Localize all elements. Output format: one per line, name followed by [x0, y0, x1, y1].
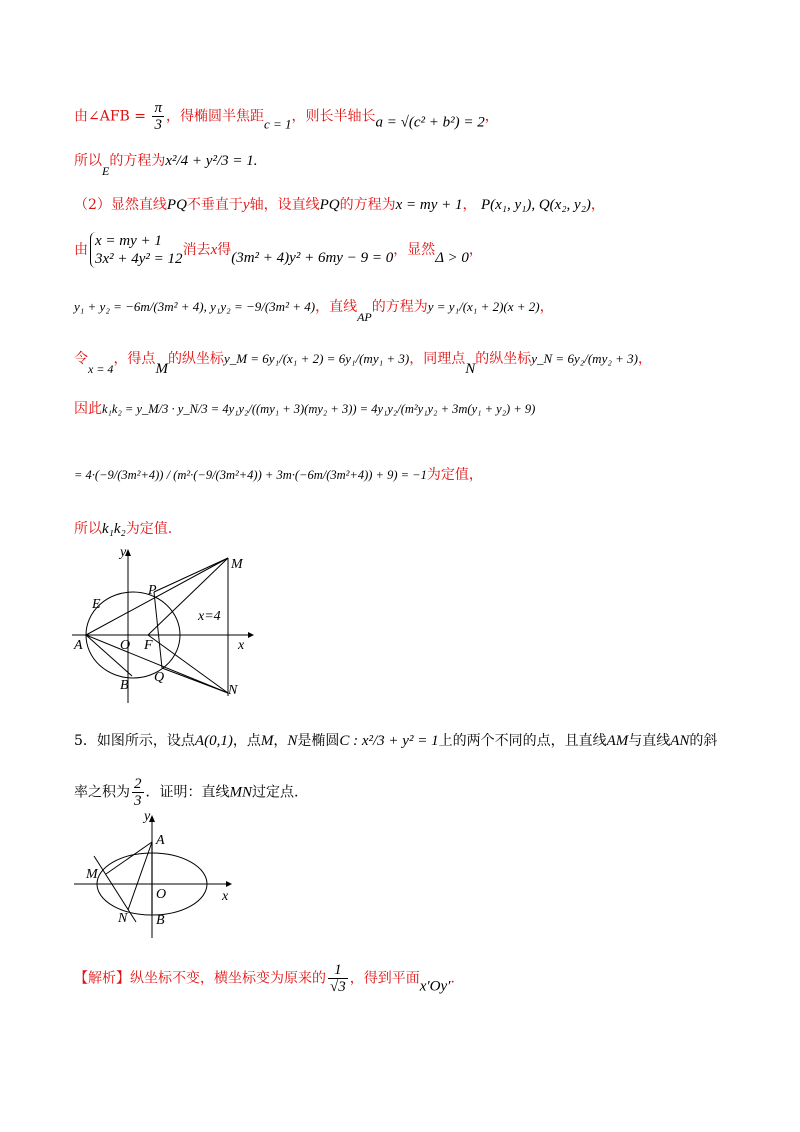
text: 的方程为 [371, 299, 428, 315]
math: PQ [319, 197, 340, 213]
label-Q: Q [154, 670, 165, 685]
label-y: y [144, 810, 151, 824]
text: 与直线 [628, 733, 671, 749]
text: 5．如图所示，设点 [74, 733, 195, 749]
numerator: π [154, 100, 162, 116]
text: ， [590, 197, 605, 213]
text: ，点 [232, 733, 261, 749]
text: 过定点. [252, 784, 299, 801]
label-N: N [118, 911, 128, 926]
text: 为定值. [125, 521, 173, 537]
math: P(x₁, y₁), Q(x₂, y₂) [480, 197, 591, 213]
math: y = y₁/(x₁ + 2)(x + 2) [427, 299, 540, 314]
problem-5-line-1 [74, 732, 717, 750]
math: M [260, 733, 274, 749]
label-E: E [92, 597, 101, 612]
label-O: O [120, 638, 131, 653]
label-x: x [222, 889, 229, 904]
text: 的斜 [689, 733, 718, 749]
text: 的纵坐标 [475, 351, 532, 367]
text: 是椭圆 [297, 733, 340, 749]
text: 令 [74, 351, 88, 367]
math: MN [229, 784, 252, 801]
math: A(0,1) [194, 733, 233, 749]
line-2 [74, 152, 257, 180]
text: 纵坐标不变，横坐标变为原来的 [130, 970, 326, 987]
text: 由∠AFB = [74, 108, 151, 125]
math: N [465, 361, 476, 377]
line-9 [74, 520, 172, 538]
line-5 [74, 298, 554, 326]
analysis-line [74, 962, 455, 996]
label-P: P [148, 583, 157, 598]
numerator: 2 [134, 776, 142, 792]
label-y: y [120, 548, 127, 560]
label-x-eq-4: x=4 [198, 609, 221, 624]
text: ，得点 [113, 351, 156, 367]
text: 的方程为 [109, 153, 166, 169]
line-PM [154, 558, 228, 592]
math: a = √(c² + b²) = 2 [375, 114, 485, 131]
text: 轴，设直线 [249, 197, 320, 213]
equation-system [90, 232, 183, 268]
math: E [102, 164, 110, 178]
math: x = my + 1 [395, 197, 463, 213]
label-M: M [86, 867, 98, 882]
text: 率之积为 [74, 784, 130, 801]
text: ，同理点 [409, 351, 466, 367]
text: ，显然 [393, 242, 436, 258]
math: k₁k₂ = y_M/3 · y_N/3 = 4y₁y₂/((my₁ + 3)(my₂ + 3)) = 4y₁y₂/(m²y₁y₂ + 3m(y₁ + y₂) + 9) [102, 402, 536, 416]
math: k₁k₂ [102, 521, 126, 537]
math: N [287, 733, 298, 749]
line-QN [162, 668, 228, 693]
denominator: 3 [154, 117, 162, 133]
line-4 [74, 232, 483, 268]
line-AM [106, 842, 152, 874]
math: c = 1 [264, 116, 292, 132]
math: y_M = 6y₁/(x₁ + 2) = 6y₁/(my₁ + 3) [223, 351, 410, 366]
text: ， [273, 733, 288, 749]
x-axis-arrow-icon [248, 632, 254, 638]
math: x′Oy′ [419, 978, 451, 995]
label-N: N [228, 683, 238, 698]
text: ，直线 [315, 299, 358, 315]
line-8 [74, 466, 483, 484]
math: y₁ + y₂ = −6m/(3m² + 4), y₁y₂ = −9/(3m² + 4) [74, 299, 316, 314]
math: x = 4 [88, 362, 114, 376]
figure-ellipse-2 [70, 810, 240, 942]
line-1 [74, 100, 499, 134]
text: 所以 [74, 153, 102, 169]
label-B: B [156, 913, 165, 928]
x-axis-arrow-icon [226, 881, 232, 887]
math: y_N = 6y₂/(my₂ + 3) [531, 351, 638, 366]
line-MN [94, 856, 136, 922]
denominator: √3 [330, 979, 346, 995]
text: ，则长半轴长 [291, 108, 376, 125]
label-B: B [120, 678, 129, 693]
eq-1: x = my + 1 [95, 233, 162, 249]
line-AN [128, 842, 152, 910]
label-A: A [156, 833, 165, 848]
label-x: x [238, 638, 245, 653]
figure-ellipse-1 [68, 548, 268, 708]
fraction-1-over-sqrt3 [328, 962, 348, 995]
text: 因此 [74, 401, 102, 417]
problem-5-line-2 [74, 776, 298, 809]
text: ，得椭圆半焦距 [166, 108, 264, 125]
text: 不垂直于 [186, 197, 243, 213]
math: PQ [166, 197, 187, 213]
text: 的方程为 [339, 197, 396, 213]
denominator: 3 [134, 793, 142, 809]
math: M [155, 361, 168, 377]
text: （2）显然直线 [74, 197, 167, 213]
line-7 [74, 400, 535, 418]
math: AP [357, 310, 372, 324]
fraction-2-3 [132, 776, 144, 809]
text: ．证明：直线 [145, 784, 230, 801]
text: ， [484, 108, 499, 125]
label-O: O [156, 887, 167, 902]
math: Δ > 0 [435, 250, 469, 266]
text: ， [539, 299, 554, 315]
eq-2: 3x² + 4y² = 12 [95, 251, 183, 267]
text: ，得到平面 [349, 970, 420, 987]
line-PQ [154, 592, 162, 668]
label-F: F [144, 638, 153, 653]
text: ， [468, 242, 483, 258]
text: 由 [74, 242, 88, 258]
math: (3m² + 4)y² + 6my − 9 = 0 [231, 250, 394, 266]
text: ， [637, 351, 652, 367]
text: 为定值， [426, 467, 483, 483]
fraction-pi-over-3 [152, 100, 164, 133]
text: 得 [217, 242, 232, 258]
label-A: A [74, 638, 83, 653]
text: 所以 [74, 521, 102, 537]
math: x [210, 242, 218, 258]
text: ， [462, 197, 477, 213]
math: AN [670, 733, 690, 749]
math: = 4·(−9/(3m²+4)) / (m²·(−9/(3m²+4)) + 3m·(−6m/(3m²+4)) + 9) = −1 [74, 468, 427, 482]
text: 消去 [182, 242, 211, 258]
ellipse-equation: x²/4 + y²/3 = 1. [165, 153, 258, 169]
text: 的纵坐标 [167, 351, 224, 367]
math: C : x²/3 + y² = 1 [339, 733, 439, 749]
math: y [242, 197, 250, 213]
line-6 [74, 350, 652, 378]
text: 上的两个不同的点，且直线 [438, 733, 607, 749]
analysis-tag: 【解析】 [74, 970, 130, 987]
label-M: M [231, 557, 243, 572]
numerator: 1 [328, 962, 348, 979]
math: AM [606, 733, 629, 749]
text: . [450, 970, 455, 987]
line-3 [74, 196, 605, 214]
